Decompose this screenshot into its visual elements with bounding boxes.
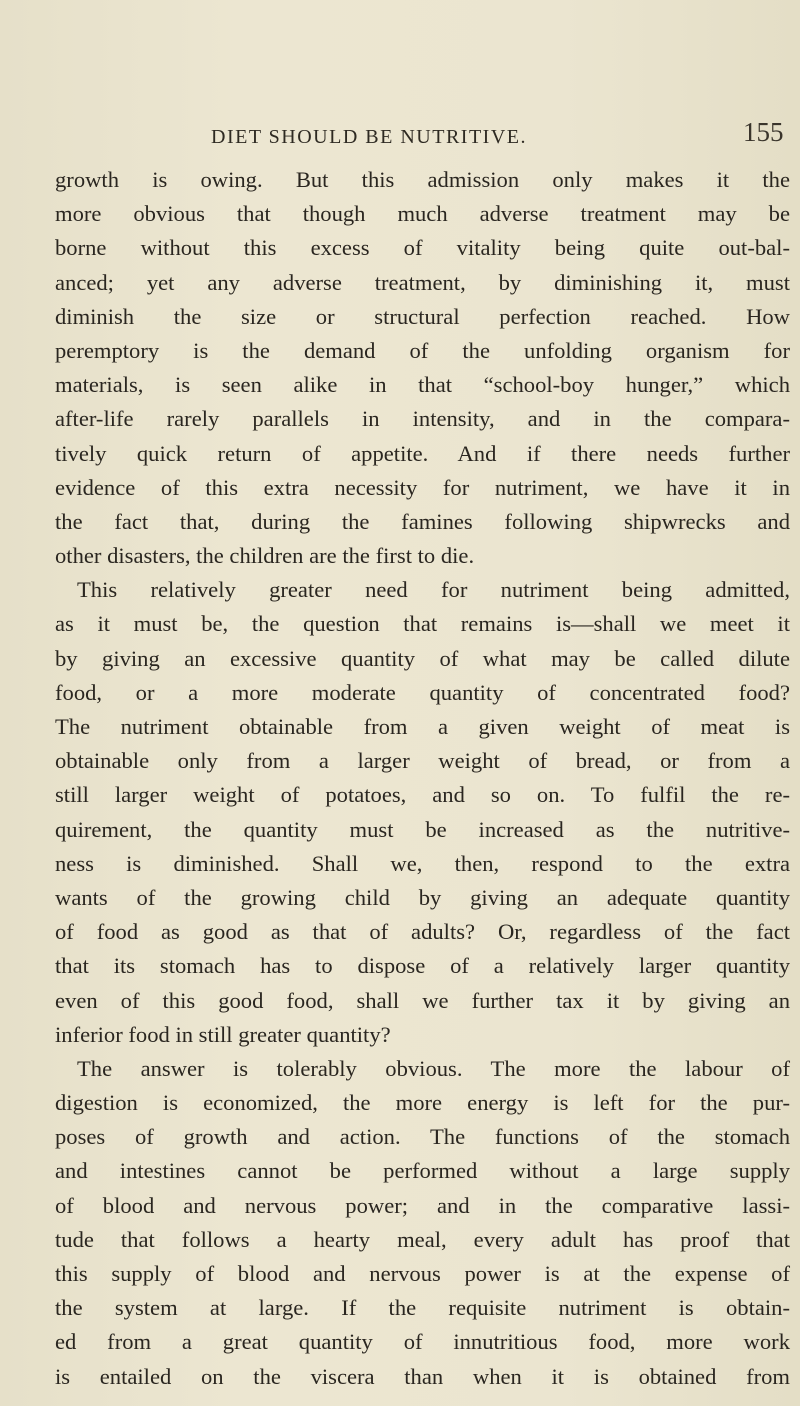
text-line: anced; yet any adverse treatment, by diminishing it, must (55, 269, 790, 295)
text-line: of food as good as that of adults? Or, regardless of the fact (55, 919, 790, 945)
page-header (0, 117, 800, 157)
text-line: borne without this excess of vitality being quite out-bal- (55, 235, 790, 261)
text-line: that its stomach has to dispose of a relatively larger quantity (55, 953, 790, 979)
text-line: tively quick return of appetite. And if there needs further (55, 440, 790, 466)
text-line: the system at large. If the requisite nutriment is obtain- (55, 1295, 790, 1321)
text-line: the fact that, during the famines following shipwrecks and (55, 508, 790, 534)
text-line: ed from a great quantity of innutritious food, more work (55, 1329, 790, 1355)
text-line: tude that follows a hearty meal, every adult has proof that (55, 1226, 790, 1252)
text-line: obtainable only from a larger weight of bread, or from a (55, 748, 790, 774)
text-line: of blood and nervous power; and in the comparative lassi- (55, 1192, 790, 1218)
text-line: after-life rarely parallels in intensity, and in the compara- (55, 406, 790, 432)
text-line: The nutriment obtainable from a given weight of meat is (55, 714, 790, 739)
text-line: poses of growth and action. The functions of the stomach (55, 1124, 790, 1150)
text-line: The answer is tolerably obvious. The more the labour of (77, 1055, 790, 1081)
text-line: growth is owing. But this admission only makes it the (55, 167, 790, 192)
text-line: quirement, the quantity must be increased as the nutritive- (55, 816, 790, 842)
text-line: food, or a more moderate quantity of concentrated food? (55, 679, 790, 705)
running-head: DIET SHOULD BE NUTRITIVE. (211, 126, 527, 148)
body-text (55, 163, 790, 1394)
text-line: more obvious that though much adverse treatment may be (55, 201, 790, 227)
text-line: diminish the size or structural perfection reached. How (55, 303, 790, 329)
text-line: materials, is seen alike in that “school-boy hunger,” which (55, 372, 790, 398)
text-line: by giving an excessive quantity of what may be called dilute (55, 645, 790, 671)
text-line: other disasters, the children are the first to die. (55, 543, 475, 569)
text-line: is entailed on the viscera than when it is obtained from (55, 1363, 790, 1389)
text-line: peremptory is the demand of the unfolding organism for (55, 337, 790, 363)
page-number: 155 (743, 117, 784, 147)
text-line: and intestines cannot be performed without a large supply (55, 1158, 790, 1184)
text-line: still larger weight of potatoes, and so on. To fulfil the re- (55, 782, 790, 808)
text-line: wants of the growing child by giving an adequate quantity (55, 884, 790, 910)
text-line: ness is diminished. Shall we, then, respond to the extra (55, 850, 790, 876)
text-line: This relatively greater need for nutriment being admitted, (77, 577, 790, 603)
text-line: digestion is economized, the more energy is left for the pur- (55, 1090, 790, 1116)
text-line: evidence of this extra necessity for nutriment, we have it in (55, 474, 790, 500)
text-line: even of this good food, shall we further tax it by giving an (55, 987, 790, 1013)
text-line: inferior food in still greater quantity? (55, 1021, 391, 1047)
text-line: as it must be, the question that remains is—shall we meet it (55, 611, 790, 637)
text-line: this supply of blood and nervous power is at the expense of (55, 1261, 790, 1286)
